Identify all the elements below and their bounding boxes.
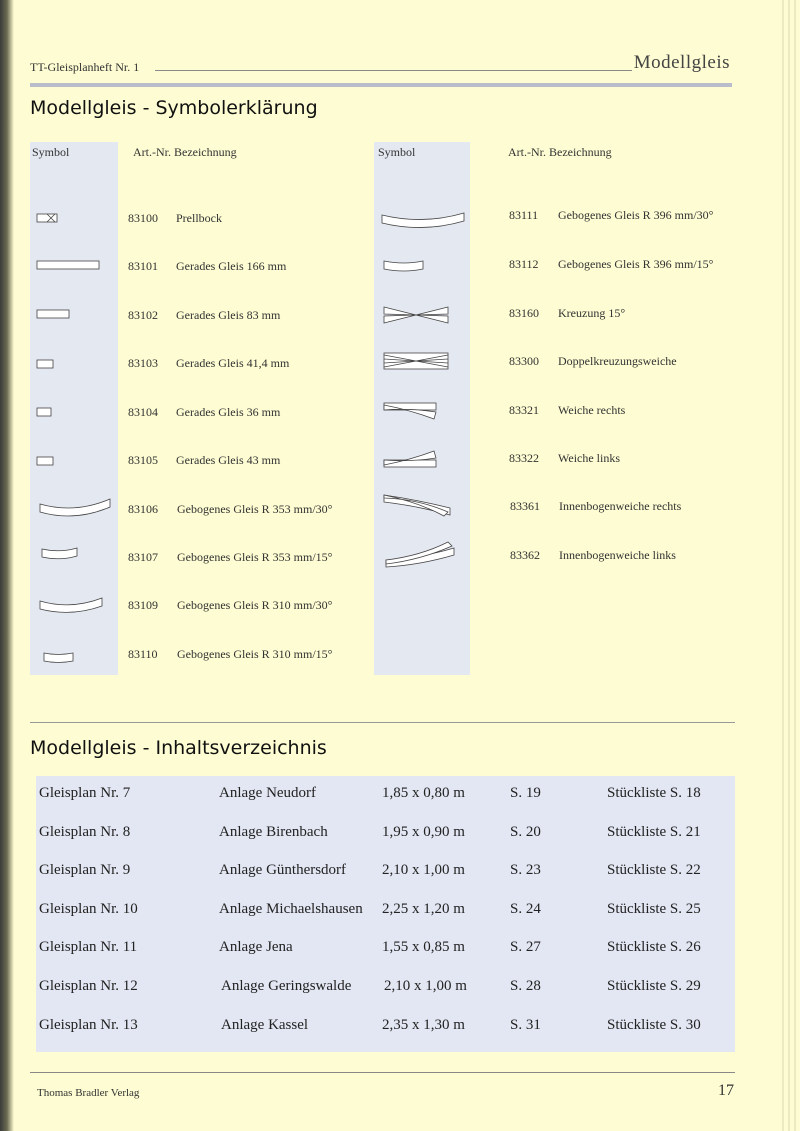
straight-track-short-icon <box>36 406 52 418</box>
column-header-symbol-left: Symbol <box>32 145 70 159</box>
toc-row <box>36 776 735 814</box>
artnr: 83106 <box>128 502 158 516</box>
toc-size: 2,10 x 1,00 m <box>382 862 465 878</box>
artnr: 83109 <box>128 598 158 612</box>
item-name: Gerades Gleis 41,4 mm <box>176 356 290 370</box>
header-title: TT-Gleisplanheft Nr. 1 <box>30 60 140 74</box>
item-name: Prellbock <box>176 211 222 225</box>
toc-page: S. 19 <box>510 785 541 801</box>
item-name: Gebogenes Gleis R 310 mm/30° <box>177 598 333 612</box>
toc-size: 1,95 x 0,90 m <box>382 824 465 840</box>
column-header-artnr-left: Art.-Nr. Bezeichnung <box>133 145 237 159</box>
artnr: 83102 <box>128 308 158 322</box>
footer-publisher: Thomas Bradler Verlag <box>37 1087 140 1099</box>
straight-track-medium-icon <box>36 308 70 320</box>
artnr: 83107 <box>128 550 158 564</box>
item-name: Weiche links <box>558 451 621 465</box>
toc-anlage: Anlage Michaelshausen <box>219 901 363 917</box>
toc-anlage: Anlage Birenbach <box>219 824 328 840</box>
header-rule <box>155 70 632 71</box>
curved-track-icon <box>380 210 466 228</box>
toc-list: Stückliste S. 30 <box>607 1017 701 1033</box>
toc-list: Stückliste S. 29 <box>607 978 701 994</box>
toc-plan: Gleisplan Nr. 12 <box>39 978 138 994</box>
artnr: 83101 <box>128 259 158 273</box>
toc-size: 2,10 x 1,00 m <box>384 978 467 994</box>
curved-track-short-icon <box>382 258 426 272</box>
toc-anlage: Anlage Jena <box>219 939 293 955</box>
toc-list: Stückliste S. 22 <box>607 862 701 878</box>
toc-page: S. 31 <box>510 1017 541 1033</box>
toc-anlage: Anlage Geringswalde <box>221 978 352 994</box>
buffer-stop-icon <box>36 212 58 224</box>
item-name: Gerades Gleis 83 mm <box>176 308 281 322</box>
toc-plan: Gleisplan Nr. 10 <box>39 901 138 917</box>
toc-plan: Gleisplan Nr. 8 <box>39 824 131 840</box>
artnr: 83111 <box>509 208 539 222</box>
curved-turnout-right-icon <box>382 492 452 518</box>
toc-list: Stückliste S. 25 <box>607 901 701 917</box>
toc-list: Stückliste S. 18 <box>607 785 701 801</box>
toc-list: Stückliste S. 21 <box>607 824 701 840</box>
item-name: Kreuzung 15° <box>558 306 626 320</box>
header-bar <box>30 83 732 87</box>
artnr: 83100 <box>128 211 158 225</box>
artnr: 83321 <box>509 403 539 417</box>
artnr: 83112 <box>509 257 539 271</box>
page-binding-shadow <box>0 0 14 1131</box>
toc-size: 2,25 x 1,20 m <box>382 901 465 917</box>
item-name: Gerades Gleis 43 mm <box>176 453 281 467</box>
artnr: 83362 <box>510 548 540 562</box>
artnr: 83105 <box>128 453 158 467</box>
item-name: Gebogenes Gleis R 353 mm/30° <box>177 502 333 516</box>
symbols-heading: Modellgleis - Symbolerklärung <box>30 97 318 119</box>
toc-plan: Gleisplan Nr. 7 <box>39 785 131 801</box>
toc-size: 1,85 x 0,80 m <box>382 785 465 801</box>
curved-turnout-left-icon <box>384 540 456 570</box>
artnr: 83160 <box>509 306 539 320</box>
toc-size: 1,55 x 0,85 m <box>382 939 465 955</box>
toc-plan: Gleisplan Nr. 11 <box>39 939 138 955</box>
toc-anlage: Anlage Günthersdorf <box>219 862 347 878</box>
item-name: Gebogenes Gleis R 396 mm/15° <box>558 257 714 271</box>
crossing-icon <box>382 304 450 326</box>
toc-table <box>36 776 735 1052</box>
toc-row <box>36 930 735 968</box>
header-section-name: Modellgleis <box>633 52 730 73</box>
item-name: Gebogenes Gleis R 353 mm/15° <box>177 550 333 564</box>
toc-anlage: Anlage Neudorf <box>219 785 317 801</box>
straight-track-short-icon <box>36 455 54 467</box>
toc-page: S. 23 <box>510 862 541 878</box>
item-name: Doppelkreuzungsweiche <box>558 354 677 368</box>
curved-track-short-icon <box>40 545 80 561</box>
toc-row <box>36 1008 735 1046</box>
artnr: 83322 <box>509 451 539 465</box>
column-header-symbol-right: Symbol <box>378 145 416 159</box>
toc-row <box>36 892 735 930</box>
toc-page: S. 24 <box>510 901 541 917</box>
double-slip-icon <box>382 350 450 372</box>
artnr: 83361 <box>510 499 540 513</box>
toc-list: Stückliste S. 26 <box>607 939 701 955</box>
turnout-left-icon <box>382 448 438 470</box>
curved-track-icon <box>38 595 104 613</box>
item-name: Weiche rechts <box>558 403 626 417</box>
toc-plan: Gleisplan Nr. 13 <box>39 1017 138 1033</box>
item-name: Gebogenes Gleis R 310 mm/15° <box>177 647 333 661</box>
toc-row <box>36 969 735 1007</box>
curved-track-icon <box>38 496 112 516</box>
toc-size: 2,35 x 1,30 m <box>382 1017 465 1033</box>
artnr: 83103 <box>128 356 158 370</box>
page-stack-edge <box>778 0 800 1131</box>
toc-page: S. 27 <box>510 939 541 955</box>
footer-rule <box>30 1072 735 1073</box>
item-name: Gerades Gleis 36 mm <box>176 405 281 419</box>
item-name: Innenbogenweiche links <box>559 548 676 562</box>
artnr: 83104 <box>128 405 158 419</box>
toc-plan: Gleisplan Nr. 9 <box>39 862 131 878</box>
toc-anlage: Anlage Kassel <box>221 1017 309 1033</box>
artnr: 83110 <box>128 647 158 661</box>
straight-track-long-icon <box>36 259 100 271</box>
toc-heading: Modellgleis - Inhaltsverzeichnis <box>30 737 327 759</box>
artnr: 83300 <box>509 354 539 368</box>
column-header-artnr-right: Art.-Nr. Bezeichnung <box>508 145 612 159</box>
curved-track-short-icon <box>42 650 76 664</box>
toc-row <box>36 853 735 891</box>
section-divider <box>30 722 735 723</box>
toc-page: S. 20 <box>510 824 541 840</box>
turnout-right-icon <box>382 400 438 422</box>
toc-page: S. 28 <box>510 978 541 994</box>
item-name: Gebogenes Gleis R 396 mm/30° <box>558 208 714 222</box>
item-name: Gerades Gleis 166 mm <box>176 259 287 273</box>
item-name: Innenbogenweiche rechts <box>559 499 682 513</box>
straight-track-short-icon <box>36 358 54 370</box>
page-number: 17 <box>718 1082 734 1099</box>
toc-row <box>36 815 735 853</box>
